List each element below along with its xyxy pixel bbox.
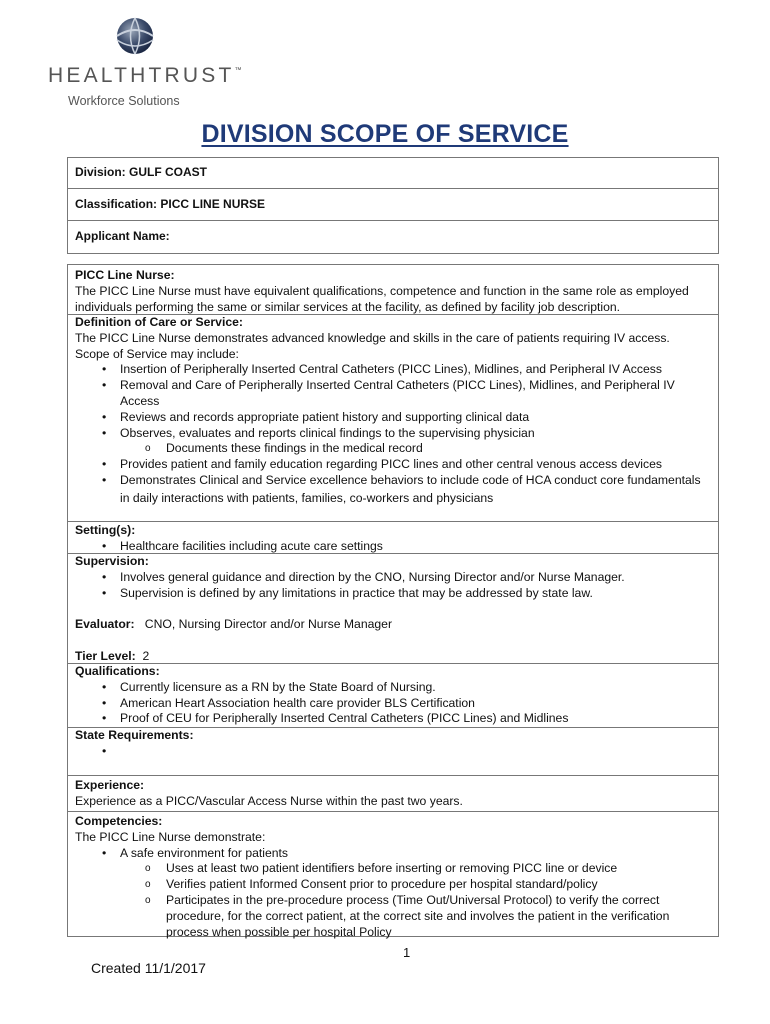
list-item: • American Heart Association health care provider BLS Certification (102, 695, 475, 710)
globe-icon (114, 16, 156, 56)
list-item: • Proof of CEU for Peripherally Inserted Central Catheters (PICC Lines) and Midlines (102, 711, 569, 726)
definition-list (75, 362, 718, 506)
list-item: • Healthcare facilities including acute care settings (102, 538, 383, 553)
state-section: State Requirements: • (68, 728, 718, 776)
sub-list-item: o Documents these findings in the medical record (145, 441, 423, 456)
list-item-continued: Access (120, 393, 160, 408)
page-number: 1 (403, 945, 411, 960)
definition-heading: Definition of Care or Service: (75, 315, 243, 329)
sub-list-item: o Uses at least two patient identifiers before inserting or removing PICC line or device (145, 861, 618, 876)
brand-name: HEALTHTRUST™ (48, 64, 242, 87)
list-item: • Removal and Care of Peripherally Inserted Central Catheters (PICC Lines), Midlines, and Peripheral IV (102, 378, 675, 393)
list-item: • Observes, evaluates and reports clinical findings to the supervising physician (102, 425, 535, 440)
healthtrust-logo (48, 14, 248, 114)
applicant-row: Applicant Name: (75, 229, 170, 244)
settings-heading: Setting(s): (75, 523, 136, 537)
sub-list-item: o Verifies patient Informed Consent prior to procedure per hospital standard/policy (145, 877, 598, 892)
scope-table (67, 264, 719, 937)
evaluator-line: Evaluator: CNO, Nursing Director and/or Nurse Manager (75, 617, 393, 632)
sub-list-item-continued: process when possible per hospital Policy (166, 924, 392, 939)
list-item-continued: in daily interactions with patients, families, co-workers and physicians (120, 490, 494, 505)
list-item: • Provides patient and family education regarding PICC lines and other central venous access devices (102, 457, 662, 472)
list-item: • Insertion of Peripherally Inserted Central Catheters (PICC Lines), Midlines, and Peripheral IV Access (102, 362, 662, 377)
sub-list-item-continued: procedure, for the correct patient, at the correct site and involves the patient in the verification (166, 908, 670, 923)
list-item: • Reviews and records appropriate patient history and supporting clinical data (102, 409, 530, 424)
info-table (67, 157, 719, 254)
definition-section: Definition of Care or Service: The PICC Line Nurse demonstrates advanced knowledge and skills in the care of patients requiring IV access. Scope of Service may include: • Insertion of Peripherally Inserted Central Catheters (PICC Lines), Midlines, and Peripheral IV Access • Removal and Care of Peripherally Inserted Central Catheters (PICC Lines), Midlines, and Peripheral IV Access • Reviews and records appropriate patient history and supporting clinical data • Observes, evaluates and reports clinical findings to the supervising physician o Documents these findings in the medical record • Provides patient and family education regarding PICC lines and other central venous access devices • Demonstrates Clinical and Service excellence behaviors to include code of HCA conduct core fundamentals in daily interactions with patients, families, co-workers and physicians (68, 315, 718, 522)
list-item: • Involves general guidance and direction by the CNO, Nursing Director and/or Nurse Manager. (102, 569, 625, 584)
division-row: Division: GULF COAST (68, 158, 718, 189)
qualifications-heading: Qualifications: (75, 664, 160, 678)
experience-heading: Experience: (75, 778, 145, 792)
qualifications-section (68, 664, 718, 728)
picc-heading: PICC Line Nurse: (75, 268, 175, 282)
supervision-heading: Supervision: (75, 554, 149, 568)
brand-subtitle: Workforce Solutions (68, 94, 180, 108)
competencies-section: Competencies: The PICC Line Nurse demonstrate: • A safe environment for patients o Uses at least two patient identifiers before inserting or removing PICC line or device o Verifies patient Informed Consent prior to procedure per hospital standard/policy o Participates in the pre-procedure process (Time Out/Universal Protocol) to verify the correct procedure, for the correct patient, at the correct site and involves the patient in the verification process when possible per hospital Policy (68, 812, 718, 936)
tier-line: Tier Level: 2 (75, 649, 150, 664)
supervision-section (68, 554, 718, 664)
list-item: • Supervision is defined by any limitations in practice that may be addressed by state law. (102, 585, 593, 600)
sub-list-item: o Participates in the pre-procedure process (Time Out/Universal Protocol) to verify the correct (145, 892, 660, 907)
competencies-heading: Competencies: (75, 814, 163, 828)
settings-section (68, 522, 718, 554)
created-date: Created 11/1/2017 (91, 960, 206, 976)
list-item: • A safe environment for patients (102, 845, 289, 860)
page-title: DIVISION SCOPE OF SERVICE (201, 120, 569, 148)
state-heading: State Requirements: (75, 728, 194, 742)
list-item: • Currently licensure as a RN by the State Board of Nursing. (102, 679, 436, 694)
experience-section: Experience: Experience as a PICC/Vascular Access Nurse within the past two years. (68, 776, 718, 812)
picc-section: PICC Line Nurse: The PICC Line Nurse must have equivalent qualifications, competence and function in the same role as employed individuals performing the same or similar services at the facility, as defined by facility job description. (68, 265, 718, 315)
classification-row: Classification: PICC LINE NURSE (68, 189, 718, 221)
list-item: • Demonstrates Clinical and Service excellence behaviors to include code of HCA conduct core fundamentals (102, 472, 701, 487)
